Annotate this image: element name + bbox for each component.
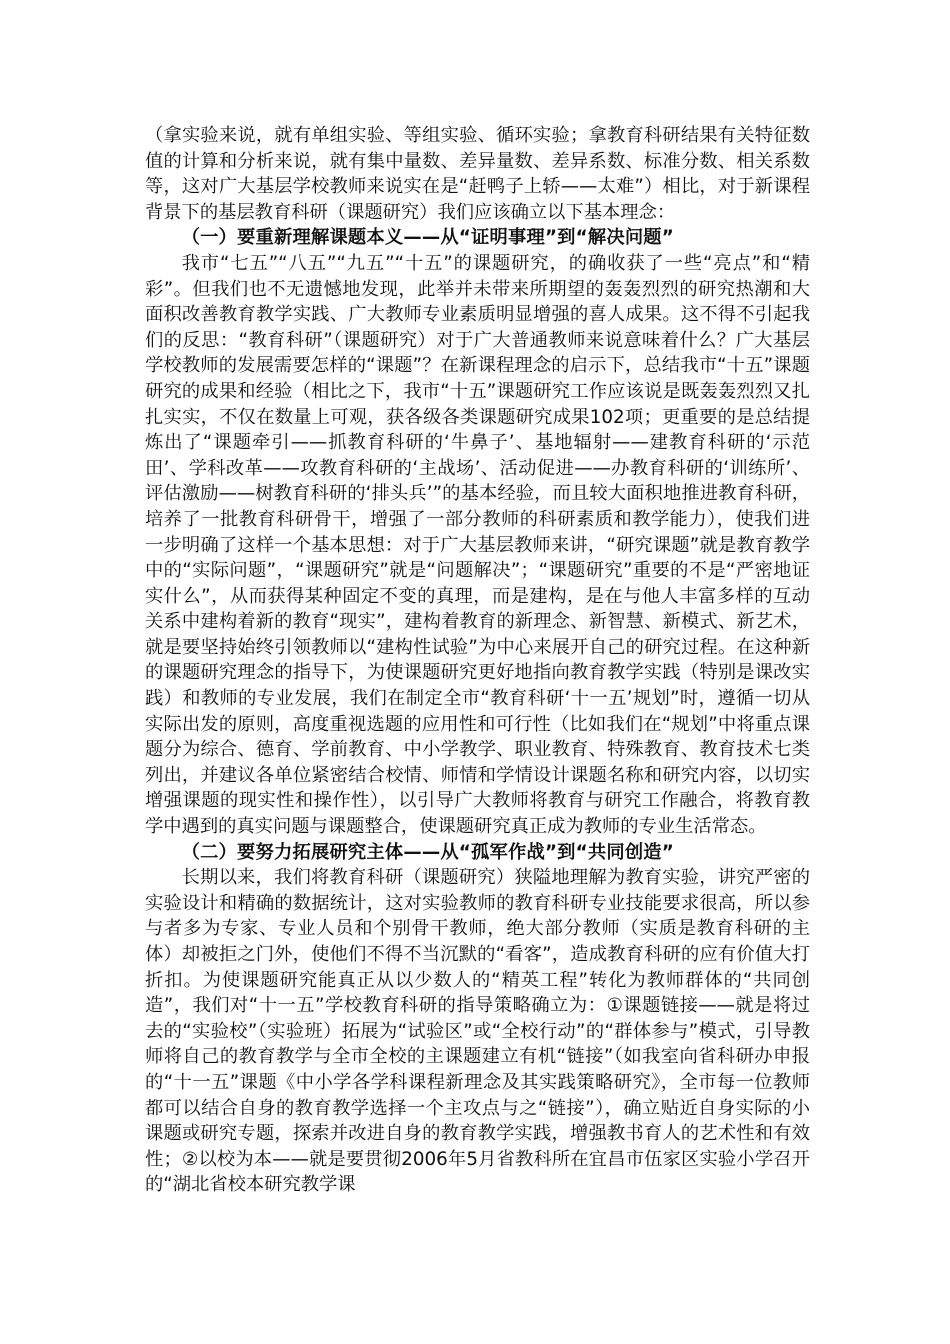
section-heading-2: （二）要努力拓展研究主体——从“孤军作战”到“共同创造” bbox=[181, 841, 675, 863]
section-2-body: 长期以来，我们将教育科研（课题研究）狭隘地理解为教育实验，讲究严密的实验设计和精确的数据统计，这对实验教师的教育科研专业技能要求很高，所以参与者多为专家、专业人员和个别骨干教师，绝大部分教师（实质是教育科研的主体）却被拒之门外，使他们不得不当沉默的“看客”，造成教育科研的应有价值大打折扣。为使课题研究能真正从以少数人的“精英工程”转化为教师群体的“共同创造”，我们对“十一五”学校教育科研的指导策略确立为：①课题链接——就是将过去的“实验校”（实验班）拓展为“试验区”或“全校行动”的“群体参与”模式，引导教师将自己的教育教学与全市全校的主课题建立有机“链接”（如我室向省科研办申报的“十一五”课题《中小学各学科课程新理念及其实践策略研究》，全市每一位教师都可以结合自身的教育教学选择一个主攻点与之“链接”），确立贴近自身实际的小课题或研究专题，探索并改进自身的教育教学实践，增强教书育人的艺术性和有效性；②以校为本——就是要贯彻2006年5月省教科所在宜昌市伍家区实验小学召开的“湖北省校本研究教学课 bbox=[145, 867, 810, 1196]
document-page bbox=[145, 123, 810, 1198]
section-heading-1: （一）要重新理解课题本义——从“证明事理”到“解决问题” bbox=[181, 227, 675, 249]
intro-paragraph: （拿实验来说，就有单组实验、等组实验、循环实验；拿教育科研结果有关特征数值的计算和分析来说，就有集中量数、差异量数、差异系数、标准分数、相关系数等，这对广大基层学校教师来说实在是“赶鸭子上轿——太难”）相比，对于新课程背景下的基层教育科研（课题研究）我们应该确立以下基本理念： bbox=[145, 125, 810, 223]
section-1-body: 我市“七五”“八五”“九五”“十五”的课题研究，的确收获了一些“亮点”和“精彩”。但我们也不无遗憾地发现，此举并未带来所期望的轰轰烈烈的研究热潮和大面积改善教育教学实践、广大教师专业素质明显增强的喜人成果。这不得不引起我们的反思：“教育科研”（课题研究）对于广大普通教师来说意味着什么？广大基层学校教师的发展需要怎样的“课题”？在新课程理念的启示下，总结我市“十五”课题研究的成果和经验（相比之下，我市“十五”课题研究工作应该说是既轰轰烈烈又扎扎实实，不仅在数量上可观，获各级各类课题研究成果102项；更重要的是总结提炼出了“课题牵引——抓教育科研的‘牛鼻子’、基地辐射——建教育科研的‘示范田’、学科改革——攻教育科研的‘主战场’、活动促进——办教育科研的‘训练所’、评估激励——树教育科研的‘排头兵’”的基本经验，而且较大面积地推进教育科研，培养了一批教育科研骨干，增强了一部分教师的科研素质和教学能力），使我们进一步明确了这样一个基本思想：对于广大基层教师来讲，“研究课题”就是教育教学中的“实际问题”，“课题研究”就是“问题解决”；“课题研究”重要的不是“严密地证实什么”，从而获得某种固定不变的真理，而是建构，是在与他人丰富多样的互动关系中建构着新的教育“现实”，建构着教育的新理念、新智慧、新模式、新艺术，就是要坚持始终引领教师以“建构性试验”为中心来展开自己的研究过程。在这种新的课题研究理念的指导下，为使课题研究更好地指向教育教学实践（特别是课改实践）和教师的专业发展，我们在制定全市“教育科研‘十一五’规划”时，遵循一切从实际出发的原则，高度重视选题的应用性和可行性（比如我们在“规划”中将重点课题分为综合、德育、学前教育、中小学教学、职业教育、特殊教育、教育技术七类列出，并建议各单位紧密结合校情、师情和学情设计课题名称和研究内容，以切实增强课题的现实性和操作性），以引导广大教师将教育与研究工作融合，将教育教学中遇到的真实问题与课题整合，使课题研究真正成为教师的专业生活常态。 bbox=[145, 252, 810, 838]
